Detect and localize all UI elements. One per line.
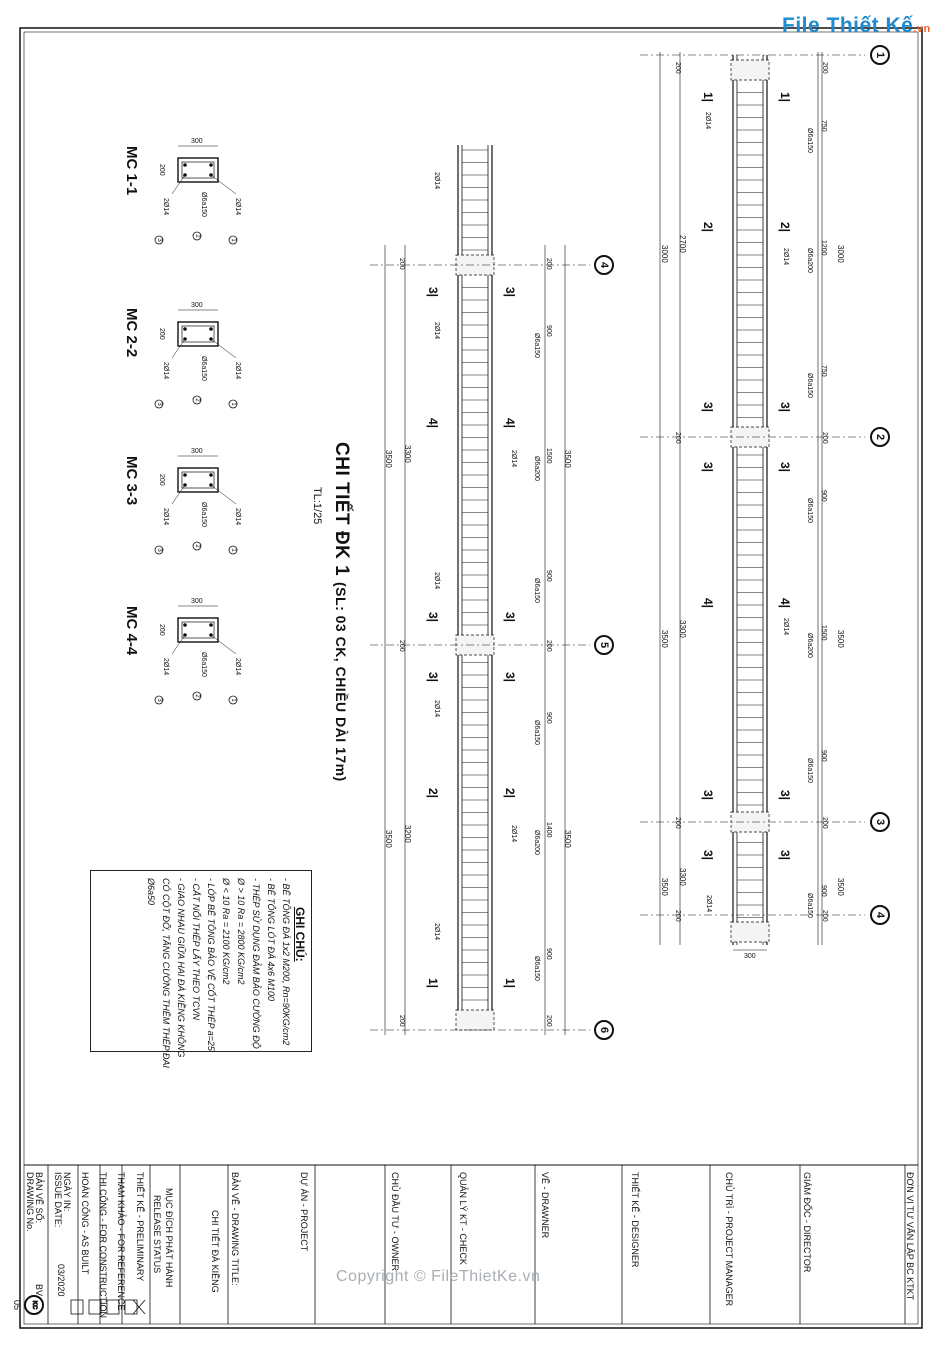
support-dim: 200 — [398, 258, 405, 270]
note-line-6: - CẮT NỐI THÉP LẤY THEO TCVN — [191, 878, 201, 1021]
section-mark-bottom-text: 3 — [156, 238, 162, 242]
stirrup-spec: Ø6a150 — [806, 893, 813, 918]
checker-label: QUẢN LÝ KT - CHECK — [458, 1172, 468, 1265]
section-stirrup-spec: Ø6a150 — [200, 652, 207, 677]
section-width-dim: 300 — [191, 302, 203, 309]
span-dim-left: 3000 — [660, 245, 669, 263]
cross-sections — [155, 138, 241, 704]
owner-label: CHỦ ĐẦU TƯ - OWNER — [390, 1172, 400, 1272]
section-bar-top: 2Ø14 — [234, 362, 241, 380]
bar-callout: 2Ø14 — [433, 923, 440, 941]
axis-marker-right-1-text: 1 — [874, 51, 886, 59]
section-width-dim: 300 — [191, 448, 203, 455]
support-dim: 200 — [821, 432, 828, 444]
stirrup-spec: Ø6a200 — [533, 456, 540, 481]
stirrup-spec: Ø6a200 — [533, 830, 540, 855]
note-line-8: CÓ CỘT ĐỠ, TĂNG CƯỜNG THÊM THÉP ĐAI — [161, 878, 171, 1068]
drawing-no-prefix: BV — [34, 1284, 44, 1297]
title-scale: TL:1/25 — [311, 487, 323, 525]
section-cut-mark: 3| — [426, 287, 440, 298]
inner-dim-left: 3300 — [678, 868, 687, 886]
inner-dim-left: 3300 — [678, 620, 687, 638]
issue-label-en: ISSUE DATE: — [53, 1172, 63, 1228]
inner-dim-left: 2700 — [678, 235, 687, 253]
section-bar-top: 2Ø14 — [234, 508, 241, 526]
section-height-dim: 200 — [158, 164, 165, 176]
note-line-1: - BÊ TÔNG LÓT ĐÁ 4x6 M100 — [266, 878, 276, 1002]
stirrup-spec: Ø6a150 — [806, 373, 813, 398]
section-mark-stirrup-text: 2 — [194, 234, 200, 238]
section-label-2: MC 2-2 — [123, 308, 140, 358]
axis-marker-right-3-text: 3 — [874, 818, 886, 826]
section-cut-mark: 4| — [426, 418, 440, 429]
section-mark-top-text: 1 — [230, 402, 236, 406]
section-cut-mark: 4| — [701, 598, 715, 609]
span-dim-left: 3500 — [384, 830, 393, 848]
section-stirrup — [182, 162, 214, 178]
support-dim: 200 — [821, 817, 828, 829]
company-label: ĐƠN VỊ TƯ VẤN LẬP BC KTKT — [905, 1172, 915, 1301]
pm-label: CHỦ TRÌ - PROJECT MANAGER — [724, 1172, 734, 1307]
support-dim: 200 — [545, 258, 552, 270]
section-mark-top-text: 1 — [230, 238, 236, 242]
note-line-4: Ø < 10 Ra = 2100 KG/cm2 — [221, 878, 231, 985]
stirrup-spec: Ø6a150 — [806, 498, 813, 523]
support-dim: 200 — [398, 1015, 405, 1027]
brand-logo — [782, 14, 931, 38]
director-label: GIÁM ĐỐC - DIRECTOR — [802, 1172, 812, 1273]
section-width-dim: 300 — [191, 598, 203, 605]
section-mark-top-text: 1 — [230, 698, 236, 702]
designer-label: THIẾT KẾ - DESIGNER — [630, 1172, 640, 1268]
section-outline — [178, 322, 218, 346]
zone-dim: 1500 — [545, 448, 552, 464]
zone-dim: 1200 — [820, 240, 827, 256]
section-cut-mark: 1| — [503, 978, 517, 989]
bar-callout: 2Ø14 — [433, 172, 440, 190]
section-bar-bottom: 2Ø14 — [162, 658, 169, 676]
section-mark-bottom-text: 3 — [156, 698, 162, 702]
span-dim-left: 3500 — [660, 878, 669, 896]
inner-dim-left: 3200 — [403, 825, 412, 843]
span-dim-right: 3500 — [563, 450, 572, 468]
section-cut-mark: 3| — [426, 612, 440, 623]
span-dim-right: 3000 — [836, 245, 845, 263]
stirrup-spec: Ø6a150 — [533, 578, 540, 603]
rebar-dot — [183, 327, 187, 331]
bar-callout: 2Ø14 — [433, 322, 440, 340]
note-line-3: Ø > 10 Ra = 2800 KG/cm2 — [236, 878, 246, 985]
support-dim: 200 — [821, 62, 828, 74]
support-dim: 200 — [674, 817, 681, 829]
bar-callout: 2Ø14 — [433, 700, 440, 718]
section-height-dim: 200 — [158, 328, 165, 340]
section-cut-mark: 3| — [503, 672, 517, 683]
support-dim: 200 — [821, 910, 828, 922]
zone-dim: 1500 — [820, 625, 827, 641]
bar-callout: 2Ø14 — [510, 825, 517, 843]
axis-marker-right-2-text: 2 — [874, 433, 886, 441]
note-line-7: - GIAO NHAU GIỮA HAI ĐÀ KIỀNG KHÔNG — [176, 878, 186, 1058]
rebar-dot — [209, 623, 213, 627]
section-outline — [178, 158, 218, 182]
issue-label: NGÀY IN: — [62, 1172, 72, 1212]
bar-callout: 2Ø14 — [433, 572, 440, 590]
axis-marker-right-4-text: 4 — [874, 911, 886, 919]
zone-dim: 750 — [820, 120, 827, 132]
span-dim-right: 3500 — [836, 630, 845, 648]
section-cut-mark: 3| — [701, 850, 715, 861]
stirrup-spec: Ø6a200 — [806, 633, 813, 658]
rebar-dot — [209, 327, 213, 331]
drawing-title — [330, 442, 352, 782]
zone-dim: 900 — [545, 712, 552, 724]
section-cut-mark: 4| — [778, 598, 792, 609]
drawing-no-label-en: DRAWING No. — [25, 1172, 35, 1232]
span-dim-left: 3500 — [660, 630, 669, 648]
status-as-built: HOÀN CÔNG - AS BUILT — [80, 1172, 90, 1275]
stirrup-spec: Ø6a200 — [806, 248, 813, 273]
status-reference: THAM KHẢO - FOR REFERENCE — [116, 1172, 126, 1311]
section-mark-bottom-text: 3 — [156, 402, 162, 406]
brand-suffix: .vn — [913, 23, 931, 35]
note-line-2: - THÉP SỬ DỤNG ĐẢM BẢO CƯỜNG ĐỘ — [251, 878, 261, 1049]
section-cut-mark: 3| — [426, 672, 440, 683]
drawing-no-badge-text: KC — [31, 1300, 37, 1310]
stirrup-spec: Ø6a150 — [806, 128, 813, 153]
grid-axis-markers — [370, 46, 889, 1039]
leader-line — [211, 339, 236, 358]
bar-callout: 2Ø14 — [782, 618, 789, 636]
section-label-3: MC 3-3 — [123, 456, 140, 506]
axis-marker-mid-5-text: 5 — [598, 641, 610, 649]
note-line-9: Ø6a50 — [146, 878, 156, 906]
section-cut-mark: 3| — [778, 850, 792, 861]
middle-beam-elevation — [384, 145, 572, 1035]
support-block — [731, 60, 769, 80]
release-en-label: RELEASE STATUS — [152, 1195, 162, 1274]
drawing-title-label: BẢN VẼ - DRAWING TITLE: — [230, 1172, 240, 1286]
section-cut-mark: 3| — [503, 612, 517, 623]
section-outline — [178, 618, 218, 642]
section-height-dim: 200 — [158, 624, 165, 636]
note-line-0: - BÊ TÔNG ĐÁ 1x2 M200, Rn=90KG/cm2 — [281, 878, 291, 1046]
stirrup-spec: Ø6a150 — [533, 333, 540, 358]
bar-callout: 2Ø14 — [510, 450, 517, 468]
section-cut-mark: 1| — [426, 978, 440, 989]
section-cut-mark: 3| — [701, 462, 715, 473]
leader-line — [211, 635, 236, 654]
axis-marker-mid-6-text: 6 — [598, 1026, 610, 1034]
section-cut-mark: 3| — [701, 790, 715, 801]
drawing-title-value: CHI TIẾT ĐÀ KIỀNG — [210, 1210, 220, 1293]
drawing-no-bottom: 05 — [12, 1300, 22, 1311]
rebar-dot — [183, 473, 187, 477]
release-label: MỤC ĐÍCH PHÁT HÀNH — [164, 1188, 174, 1288]
axis-marker-mid-4-text: 4 — [598, 261, 610, 269]
stirrup-spec: Ø6a150 — [533, 956, 540, 981]
inner-dim-left: 3300 — [403, 445, 412, 463]
copyright-watermark: Copyright © FileThietKe.vn — [336, 1268, 541, 1285]
status-checkbox — [71, 1300, 83, 1314]
zone-dim: 900 — [545, 570, 552, 582]
support-dim: 200 — [545, 640, 552, 652]
support-dim: 200 — [674, 910, 681, 922]
zone-dim: 750 — [820, 365, 827, 377]
bar-callout: 2Ø14 — [705, 895, 712, 913]
leader-line — [211, 485, 236, 504]
section-mark-stirrup-text: 2 — [194, 694, 200, 698]
section-cut-mark: 4| — [503, 418, 517, 429]
section-bar-top: 2Ø14 — [234, 658, 241, 676]
support-dim: 200 — [545, 1015, 552, 1027]
drawn-label: VẼ - DRAWNER — [540, 1172, 550, 1239]
support-block — [731, 922, 769, 942]
section-cut-mark: 1| — [778, 92, 792, 103]
project-label: DỰ ÁN - PROJECT — [299, 1172, 309, 1252]
span-dim-right: 3500 — [836, 878, 845, 896]
support-block — [456, 1010, 494, 1030]
section-stirrup — [182, 622, 214, 638]
section-label-4: MC 4-4 — [123, 606, 140, 656]
section-cut-mark: 2| — [778, 222, 792, 233]
section-mark-stirrup-text: 2 — [194, 398, 200, 402]
section-outline — [178, 468, 218, 492]
brand-name: File Thiết Kế — [782, 14, 914, 37]
title-sub-text: (SL: 03 CK, CHIỀU DÀI 17m) — [333, 582, 349, 782]
section-cut-mark: 3| — [701, 402, 715, 413]
notes-box — [90, 870, 312, 1052]
zone-dim: 900 — [820, 885, 827, 897]
rebar-dot — [183, 623, 187, 627]
zone-dim: 900 — [820, 490, 827, 502]
stirrup-spec: Ø6a150 — [533, 720, 540, 745]
section-mark-stirrup-text: 2 — [194, 544, 200, 548]
section-bar-bottom: 2Ø14 — [162, 198, 169, 216]
section-stirrup-spec: Ø6a150 — [200, 502, 207, 527]
span-dim-left: 3500 — [384, 450, 393, 468]
zone-dim: 900 — [545, 325, 552, 337]
section-stirrup — [182, 472, 214, 488]
stirrup-spec: Ø6a150 — [806, 758, 813, 783]
section-cut-mark: 2| — [503, 788, 517, 799]
note-line-5: - LỚP BÊ TÔNG BẢO VỆ CỐT THÉP a=25 — [206, 878, 216, 1051]
support-dim: 200 — [398, 640, 405, 652]
section-cut-mark: 3| — [778, 790, 792, 801]
section-stirrup-spec: Ø6a150 — [200, 356, 207, 381]
title-main-text: CHI TIẾT ĐK 1 — [331, 442, 352, 577]
section-cut-mark: 3| — [503, 287, 517, 298]
section-mark-top-text: 1 — [230, 548, 236, 552]
section-bar-bottom: 2Ø14 — [162, 362, 169, 380]
beam-width-dim: 300 — [744, 953, 756, 960]
status-construction: THI CÔNG - FOR CONSTRUCTION — [98, 1172, 108, 1318]
section-label-1: MC 1-1 — [123, 146, 140, 196]
zone-dim: 1400 — [545, 822, 552, 838]
section-mark-bottom-text: 3 — [156, 548, 162, 552]
issue-date: 03/2020 — [56, 1264, 66, 1297]
rebar-dot — [209, 473, 213, 477]
right-beam-elevation — [660, 52, 845, 960]
span-dim-right: 3500 — [563, 830, 572, 848]
bar-callout: 2Ø14 — [782, 248, 789, 266]
section-cut-mark: 2| — [701, 222, 715, 233]
leader-line — [211, 175, 236, 194]
zone-dim: 900 — [820, 750, 827, 762]
section-bar-bottom: 2Ø14 — [162, 508, 169, 526]
support-dim: 200 — [674, 432, 681, 444]
notes-title: GHI CHÚ: — [293, 907, 307, 962]
section-height-dim: 200 — [158, 474, 165, 486]
section-stirrup — [182, 326, 214, 342]
rebar-dot — [209, 163, 213, 167]
section-width-dim: 300 — [191, 138, 203, 145]
drawing-no-label: BẢN VẼ SỐ: — [34, 1172, 44, 1224]
bar-callout: 2Ø14 — [704, 112, 711, 130]
support-dim: 200 — [674, 62, 681, 74]
section-bar-top: 2Ø14 — [234, 198, 241, 216]
status-preliminary: THIẾT KẾ - PRELIMINARY — [135, 1172, 145, 1282]
rebar-dot — [183, 163, 187, 167]
zone-dim: 900 — [545, 948, 552, 960]
section-cut-mark: 2| — [426, 788, 440, 799]
section-cut-mark: 3| — [778, 402, 792, 413]
section-cut-mark: 3| — [778, 462, 792, 473]
section-cut-mark: 1| — [701, 92, 715, 103]
section-stirrup-spec: Ø6a150 — [200, 192, 207, 217]
